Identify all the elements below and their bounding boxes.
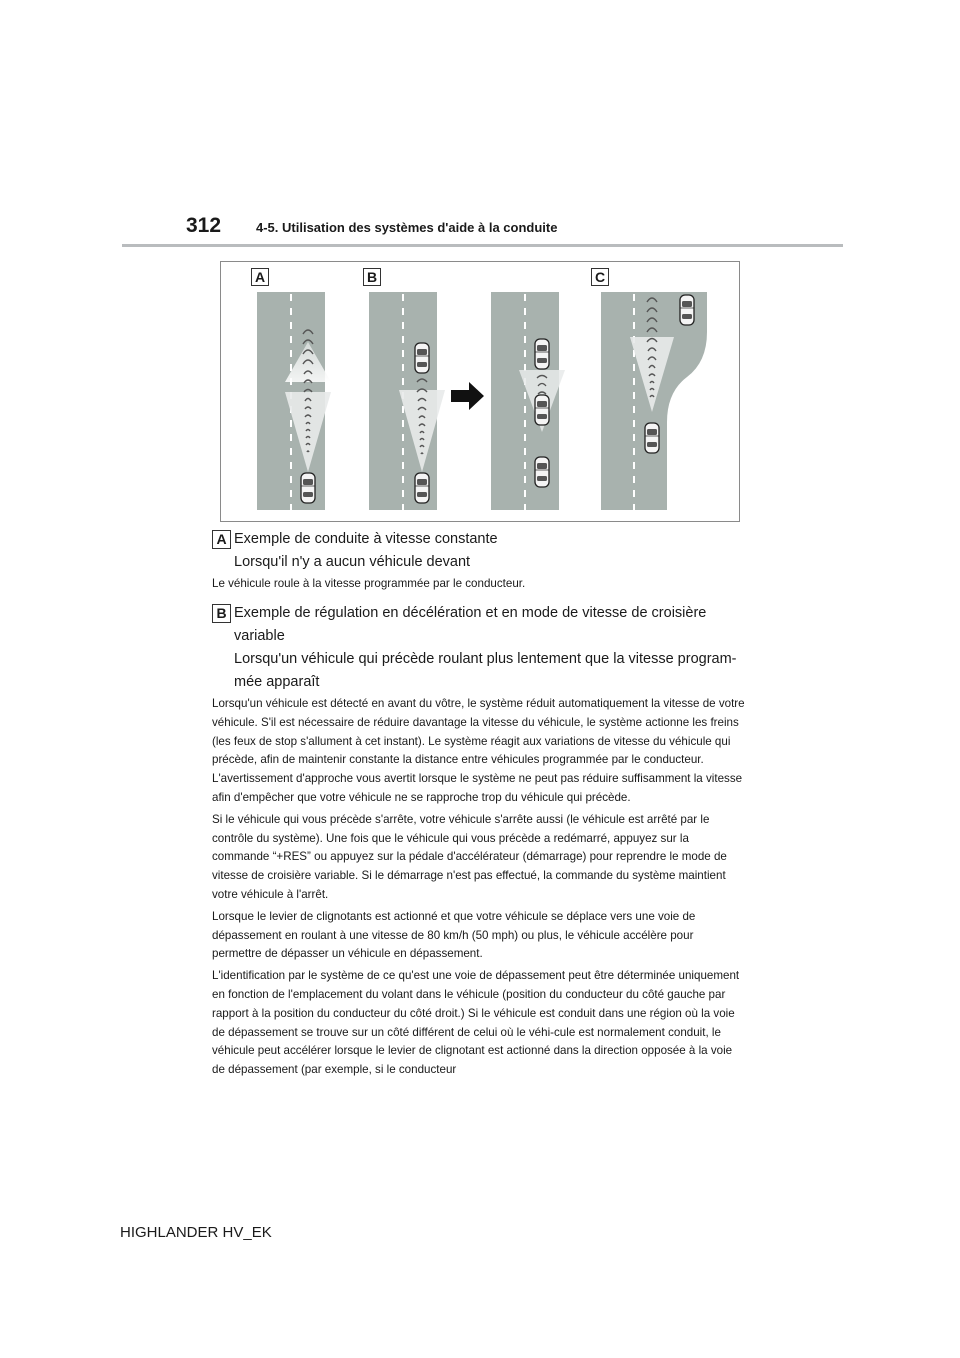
caption-b-line2: variable	[234, 628, 285, 644]
page-number: 312	[186, 214, 222, 237]
scene-c	[601, 292, 707, 510]
figure-label-b: B	[363, 268, 381, 286]
paragraph-3: Lorsque le levier de clignotants est actionné et que votre véhicule se déplace vers une voie de dépassement en roulant à une vitesse de 80 km/h (50 mph) ou plus, le véhicule accélère pour permettre de dépasser un véhicule en dépassement.	[212, 909, 696, 961]
road-scenes-svg	[221, 262, 741, 523]
acc-illustration	[220, 261, 740, 522]
transition-arrow	[451, 382, 484, 410]
footer-model: HIGHLANDER HV_EK	[120, 1224, 272, 1241]
caption-a-line2: Lorsqu'il n'y a aucun véhicule devant	[234, 554, 471, 570]
figure-label-c: C	[591, 268, 609, 286]
caption-b-line4: mée apparaît	[234, 674, 320, 690]
paragraph-1: Lorsqu'un véhicule est détecté en avant du vôtre, le système réduit automatiquement la vitesse de votre véhicule. S'il est nécessaire de réduire davantage la vitesse du véhicule, le système actionne les freins (les feux de stop s'allument à cet instant). Le système réagit aux variations de vitesse du véhicule qui précède, afin de maintenir constante la distance entre véhicules programmée par le conducteur. L'avertissement d'approche vous avertit lorsque le système ne peut pas réduire suffisamment la vitesse afin d'empêcher que votre véhicule ne se rapproche trop du véhicule qui précède.	[212, 697, 745, 804]
figure-label-a: A	[251, 268, 269, 286]
paragraph-4: L'identification par le système de ce qu'est une voie de dépassement peut être déterminée uniquement en fonction de l'emplacement du volant dans le véhicule (position du conducteur du côté gauche par rapport à la position du conducteur du côté droit.) Si le véhicule est conduit dans une région où la voie de dépassement se trouve sur un côté différent de celui où le véhi-cule est normalement conduit, le véhicule peut accélérer lorsque le levier de clignotant est actionné dans la direction opposée à la voie de dépassement (par exemple, si le conducteur	[212, 969, 740, 1077]
header-divider	[122, 244, 843, 247]
caption-b	[212, 602, 737, 694]
scene-b-after	[491, 292, 565, 510]
body-text	[212, 695, 746, 1083]
paragraph-a: Le véhicule roule à la vitesse programmée par le conducteur.	[212, 577, 526, 590]
scene-a	[257, 292, 331, 510]
section-title: 4-5. Utilisation des systèmes d'aide à la conduite	[256, 220, 558, 235]
paragraph-2: Si le véhicule qui vous précède s'arrête, votre véhicule s'arrête aussi (le véhicule est arrêté par le contrôle du système). Une fois que le véhicule qui vous précède a redémarré, appuyez sur la commande “+RES” ou appuyez sur la pédale d'accélérateur (démarrage) pour reprendre le mode de vitesse de croisière variable. Si le démarrage n'est pas effectué, la commande du système maintient votre véhicule à l'arrêt.	[212, 812, 727, 901]
scene-b-before	[369, 292, 445, 510]
caption-b-line1: Exemple de régulation en décélération et en mode de vitesse de croisière	[234, 605, 707, 621]
caption-a	[212, 528, 498, 574]
caption-b-line3: Lorsqu'un véhicule qui précède roulant plus lentement que la vitesse program-	[234, 651, 737, 667]
caption-a-label: A	[212, 530, 231, 549]
caption-a-line1: Exemple de conduite à vitesse constante	[234, 531, 498, 547]
text-a	[212, 575, 746, 597]
caption-b-label: B	[212, 604, 231, 623]
